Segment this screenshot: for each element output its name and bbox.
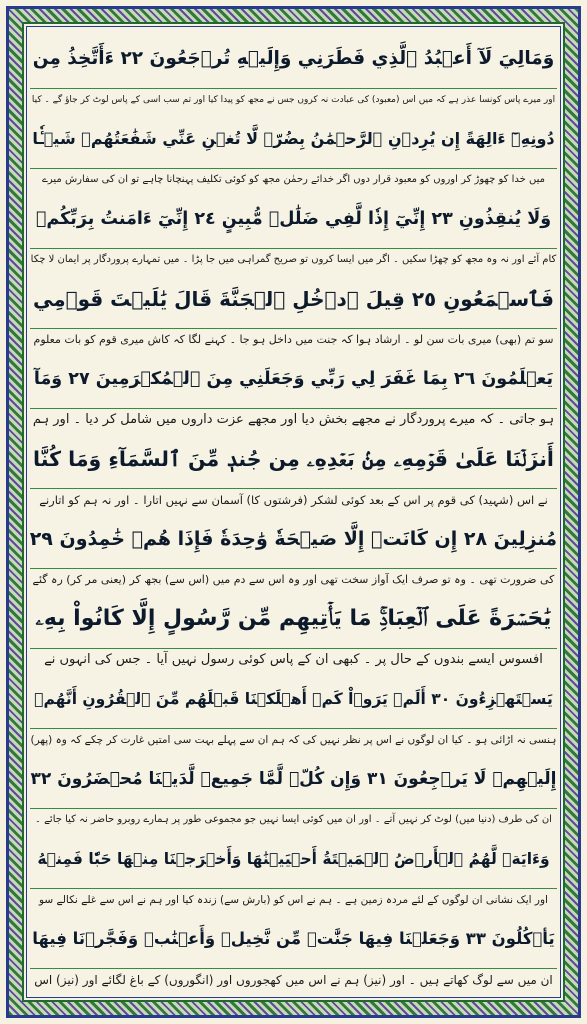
arabic-line: فَٱسۡمَعُونِ ٢٥ قِيلَ ٱدۡخُلِ ٱلۡجَنَّةَ قَالَ يَٰلَيۡتَ قَوۡمِي xyxy=(32,287,555,311)
arabic-line: وَءَايَةٞ لَّهُمُ ٱلۡأَرۡضُ ٱلۡمَيۡتَةُ أَحۡيَيۡنَٰهَا وَأَخۡرَجۡنَا مِنۡهَا حَبّٗا فَمِنۡهُ xyxy=(37,850,550,868)
arabic-line: وَلَا يُنقِذُونِ ٢٣ إِنِّيٓ إِذٗا لَّفِي ضَلَٰلٖ مُّبِينٍ ٢٤ إِنِّيٓ ءَامَنتُ بِرَبِّكُمۡ xyxy=(35,209,552,229)
arabic-line: أَنزَلۡنَا عَلَىٰ قَوۡمِهِۦ مِنۢ بَعۡدِهِۦ مِن جُندٖ مِّنَ ٱلسَّمَآءِ وَمَا كُنَّا xyxy=(33,447,554,471)
urdu-translation-line: اور میرے پاس کونسا عذر ہے کہ میں اس (معبود) کی عبادت نہ کروں جس نے مجھ کو پیدا کیا اور تم سب اسی کے پاس لوٹ کر جاؤ گے ۔ کیا xyxy=(30,88,557,111)
urdu-translation-line: ہنسی نہ اڑائی ہو ۔ کیا ان لوگوں نے اس پر نظر نہیں کی کہ ہم ان سے پہلے بہت سی امتیں غارت کر چکے کہ وہ (پھر) xyxy=(30,728,557,751)
urdu-translation-line: میں خدا کو چھوڑ کر اوروں کو معبود قرار دوں اگر خدائے رحمٰن مجھ کو کوئی تکلیف پہنچانا چاہے تو ان کی سفارش میرے xyxy=(30,168,557,191)
arabic-line: وَمَالِيَ لَآ أَعۡبُدُ ٱلَّذِي فَطَرَنِي وَإِلَيۡهِ تُرۡجَعُونَ ٢٢ ءَأَتَّخِذُ مِن xyxy=(32,48,555,69)
urdu-translation-line: افسوس ایسے بندوں کے حال پر ۔ کبھی ان کے پاس کوئی رسول نہیں آیا ۔ جس کی انہوں نے xyxy=(30,648,557,671)
arabic-line: يَسۡتَهۡزِءُونَ ٣٠ أَلَمۡ يَرَوۡاْ كَمۡ أَهۡلَكۡنَا قَبۡلَهُم مِّنَ ٱلۡقُرُونِ أَنَّهُمۡ xyxy=(34,690,553,708)
arabic-line: يَأۡكُلُونَ ٣٣ وَجَعَلۡنَا فِيهَا جَنَّٰتٖ مِّن نَّخِيلٖ وَأَعۡنَٰبٖ وَفَجَّرۡنَا فِيهَا xyxy=(32,929,555,948)
arabic-line: يَعۡلَمُونَ ٢٦ بِمَا غَفَرَ لِي رَبِّي وَجَعَلَنِي مِنَ ٱلۡمُكۡرَمِينَ ٢٧ وَمَآ xyxy=(33,369,554,389)
urdu-translation-line: ان کی طرف (دنیا میں) لوٹ کر نہیں آتے ۔ اور ان میں کوئی ایسا نہیں جو مجموعی طور پر ہمارے روبرو حاضر نہ کیا جائے ۔ xyxy=(30,808,557,831)
urdu-translation-line: اور ایک نشانی ان لوگوں کے لئے مردہ زمین ہے ۔ ہم نے اس کو (بارش سے) زندہ کیا اور ہم نے اس سے غلے نکالے سو xyxy=(30,888,557,911)
arabic-line: دُونِهِۦٓ ءَالِهَةً إِن يُرِدۡنِ ٱلرَّحۡمَٰنُ بِضُرّٖ لَّا تُغۡنِ عَنِّي شَفَٰعَتُهُمۡ شَيۡـٔٗا xyxy=(32,129,555,148)
urdu-translation-line: ان میں سے لوگ کھاتے ہیں ۔ اور (نیز) ہم نے اس میں کھجوروں اور (انگوروں) کے باغ لگائے اور (نیز) اس xyxy=(30,968,557,991)
arabic-line: يَٰحَسۡرَةً عَلَى ٱلۡعِبَادِۚ مَا يَأۡتِيهِم مِّن رَّسُولٍ إِلَّا كَانُواْ بِهِۦ xyxy=(35,606,552,631)
arabic-line: مُنزِلِينَ ٢٨ إِن كَانَتۡ إِلَّا صَيۡحَةٗ وَٰحِدَةٗ فَإِذَا هُمۡ خَٰمِدُونَ ٢٩ xyxy=(30,528,557,550)
arabic-line: إِلَيۡهِمۡ لَا يَرۡجِعُونَ ٣١ وَإِن كُلّٞ لَّمَّا جَمِيعٞ لَّدَيۡنَا مُحۡضَرُونَ ٣٢ xyxy=(30,769,557,789)
urdu-translation-line: سو تم (بھی) میری بات سن لو ۔ ارشاد ہوا کہ جنت میں داخل ہو جا ۔ کہنے لگا کہ کاش میری قوم کو بات معلوم xyxy=(30,328,557,351)
urdu-translation-line: کام آئے اور نہ وہ مجھ کو چھڑا سکیں ۔ اگر میں ایسا کروں تو صریح گمراہی میں جا پڑا ۔ میں تمہارے پروردگار پر ایمان لا چکا xyxy=(30,248,557,271)
urdu-translation-line: ہو جاتی ۔ کہ میرے پروردگار نے مجھے بخش دیا اور مجھے عزت داروں میں شامل کر دیا ۔ اور ہم xyxy=(30,408,557,431)
urdu-translation-line: کی ضرورت تھی ۔ وہ تو صرف ایک آواز سخت تھی اور وہ اس سے دم میں (اس سے) بجھ کر (یعنی مر کر) رہ گئے xyxy=(30,568,557,591)
urdu-translation-line: نے اس (شہید) کی قوم پر اس کے بعد کوئی لشکر (فرشتوں کا) آسمان سے نہیں اتارا ۔ اور نہ ہم کو اتارنے xyxy=(30,488,557,511)
